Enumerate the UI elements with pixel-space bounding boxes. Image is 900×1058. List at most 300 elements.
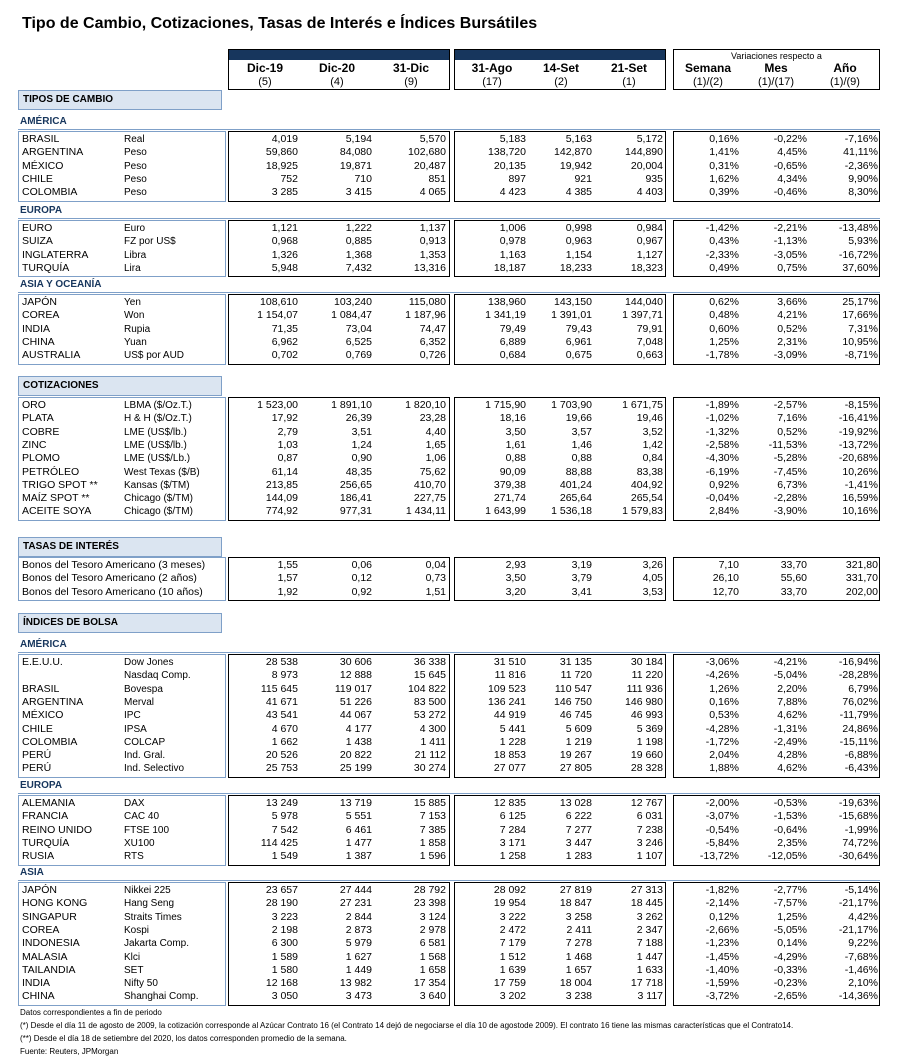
cell-value: 111 936 — [626, 682, 663, 695]
cell-value: 2 347 — [636, 923, 663, 936]
row-label: INGLATERRA — [22, 248, 89, 261]
cell-value: 2 198 — [271, 923, 298, 936]
cell-value: 3 171 — [499, 836, 526, 849]
row-label: COLOMBIA — [22, 186, 78, 199]
table-row — [0, 426, 900, 439]
cell-value: -19,63% — [838, 797, 878, 809]
subsection-rule — [18, 793, 880, 794]
cell-value: -0,22% — [773, 133, 807, 145]
cell-value: 0,92% — [709, 478, 739, 491]
cell-value: 213,85 — [265, 478, 298, 491]
cell-value: 19 660 — [630, 749, 663, 762]
cell-value: 88,88 — [565, 465, 592, 478]
row-unit: Peso — [124, 160, 147, 172]
subsection-rule — [18, 218, 880, 219]
cell-value: 7 153 — [419, 810, 446, 823]
cell-value: 227,75 — [413, 492, 446, 505]
cell-value: 13 982 — [339, 977, 372, 990]
cell-value: 90,09 — [499, 465, 526, 478]
col-31ago: 31-Ago (17) — [471, 61, 513, 88]
cell-value: 15 645 — [413, 669, 446, 682]
cell-value: 404,92 — [630, 478, 663, 491]
cell-value: 23 398 — [413, 897, 446, 910]
cell-value: 7 542 — [271, 823, 298, 836]
cell-value: 1 671,75 — [622, 399, 663, 411]
table-row — [0, 235, 900, 248]
cell-value: 0,52% — [777, 322, 807, 335]
cell-value: 8 973 — [271, 669, 298, 682]
table-row — [0, 897, 900, 910]
cell-value: 1 643,99 — [485, 505, 526, 518]
row-label: ALEMANIA — [22, 797, 76, 809]
cell-value: 8,30% — [848, 186, 878, 199]
cell-value: 1,88% — [709, 762, 739, 775]
cell-value: 6,525 — [345, 335, 372, 348]
row-unit: Peso — [124, 187, 147, 199]
cell-value: 5,163 — [565, 133, 592, 145]
row-label: JAPÓN — [22, 884, 58, 896]
cell-value: 4,40 — [425, 425, 446, 438]
row-unit: LME (US$/lb.) — [124, 439, 187, 451]
cell-value: 3,53 — [642, 585, 663, 598]
cell-value: -1,32% — [705, 425, 739, 438]
cell-value: 17,66% — [842, 309, 878, 322]
cell-value: 24,86% — [842, 722, 878, 735]
cell-value: 136 241 — [488, 695, 526, 708]
cell-value: 9,22% — [848, 937, 878, 950]
cell-value: 25 753 — [265, 762, 298, 775]
cell-value: 75,62 — [419, 465, 446, 478]
cell-value: 1,121 — [271, 222, 298, 234]
cell-value: 4 423 — [499, 186, 526, 199]
footnote-periodo: Datos correspondientes a fin de periodo — [20, 1008, 162, 1017]
cell-value: 1 658 — [419, 963, 446, 976]
cell-value: 19 267 — [559, 749, 592, 762]
cell-value: 7 179 — [499, 937, 526, 950]
cell-value: 0,06 — [351, 559, 372, 571]
row-label: COREA — [22, 309, 60, 322]
table-row — [0, 146, 900, 159]
subsection-europa-bolsa: EUROPA — [20, 780, 63, 791]
cell-value: -0,33% — [773, 963, 807, 976]
cell-value: -1,42% — [705, 222, 739, 234]
cell-value: 3,79 — [571, 572, 592, 585]
cell-value: 256,65 — [339, 478, 372, 491]
cell-value: 5,172 — [636, 133, 663, 145]
cell-value: -7,57% — [773, 897, 807, 910]
cell-value: 18 445 — [630, 897, 663, 910]
cell-value: 202,00 — [845, 585, 878, 598]
cell-value: 3,50 — [505, 572, 526, 585]
cell-value: -2,00% — [705, 797, 739, 809]
cell-value: 11 220 — [631, 669, 663, 682]
cell-value: 12,70 — [712, 585, 739, 598]
cell-value: 1,46 — [571, 438, 592, 451]
table-row — [0, 262, 900, 275]
row-label: COLOMBIA — [22, 735, 78, 748]
cell-value: 1 283 — [565, 850, 592, 863]
row-label: PERÚ — [22, 762, 52, 775]
row-unit: IPSA — [124, 723, 147, 735]
cell-value: -5,05% — [773, 923, 807, 936]
row-label: CHILE — [22, 722, 53, 735]
table-row — [0, 683, 900, 696]
cell-value: 7 278 — [565, 937, 592, 950]
table-row — [0, 837, 900, 850]
cell-value: 0,968 — [271, 235, 298, 248]
cell-value: -1,23% — [705, 937, 739, 950]
row-unit: Lira — [124, 262, 141, 274]
cell-value: 28 190 — [265, 897, 298, 910]
cell-value: 2 873 — [345, 923, 372, 936]
cell-value: 1 154,07 — [257, 309, 298, 322]
table-row — [0, 399, 900, 412]
cell-value: 28 792 — [413, 884, 446, 896]
cell-value: 79,43 — [565, 322, 592, 335]
cell-value: 5,93% — [848, 235, 878, 248]
cell-value: -3,90% — [773, 505, 807, 518]
cell-value: 26,39 — [345, 412, 372, 425]
cell-value: 44 067 — [339, 709, 372, 722]
cell-value: -1,89% — [705, 399, 739, 411]
cell-value: -5,14% — [844, 884, 878, 896]
row-unit: Euro — [124, 223, 146, 234]
table-row — [0, 749, 900, 762]
cell-value: 1,137 — [419, 222, 446, 234]
cell-value: 1,25% — [709, 335, 739, 348]
cell-value: 4 403 — [636, 186, 663, 199]
row-unit: US$ por AUD — [124, 350, 185, 362]
cell-value: 79,49 — [499, 322, 526, 335]
cell-value: -13,72% — [699, 850, 739, 863]
cell-value: 4 670 — [271, 722, 298, 735]
table-row — [0, 349, 900, 362]
cell-value: 3 262 — [636, 910, 663, 923]
row-unit: FZ por US$ — [124, 236, 176, 248]
cell-value: -2,21% — [773, 222, 807, 234]
cell-value: 3 258 — [565, 910, 592, 923]
cell-value: 379,38 — [493, 478, 526, 491]
cell-value: 19,66 — [565, 412, 592, 425]
cell-value: 0,675 — [565, 349, 592, 362]
cell-value: 1 258 — [499, 850, 526, 863]
cell-value: 5 369 — [636, 722, 663, 735]
section-tasas-de-interes: TASAS DE INTERÉS — [18, 537, 222, 557]
cell-value: -3,07% — [705, 810, 739, 823]
row-unit: Ind. Gral. — [124, 750, 166, 762]
cell-value: 0,53% — [709, 709, 739, 722]
cell-value: 12 888 — [339, 669, 372, 682]
cell-value: -2,65% — [773, 990, 807, 1003]
cell-value: 27 231 — [339, 897, 372, 910]
cell-value: 851 — [428, 172, 446, 185]
cell-value: 410,70 — [413, 478, 446, 491]
cell-value: 3,20 — [505, 585, 526, 598]
table-row — [0, 824, 900, 837]
cell-value: 0,39% — [709, 186, 739, 199]
cell-value: 5,194 — [345, 133, 372, 145]
cell-value: 2,10% — [848, 977, 878, 990]
cell-value: 0,769 — [345, 349, 372, 362]
cell-value: -1,59% — [705, 977, 739, 990]
cell-value: 9,90% — [848, 172, 878, 185]
cell-value: 109 523 — [488, 682, 526, 695]
cell-value: 3 124 — [419, 910, 446, 923]
cell-value: 7,432 — [345, 261, 372, 274]
row-label: TAILANDIA — [22, 963, 76, 976]
subsection-asia-oceania: ASIA Y OCEANÍA — [20, 279, 102, 290]
cell-value: 53 272 — [413, 709, 446, 722]
cell-value: 0,73 — [425, 572, 446, 585]
cell-value: 12 168 — [265, 977, 298, 990]
header-bar-2 — [455, 50, 665, 60]
cell-value: 7 385 — [419, 823, 446, 836]
cell-value: 1 657 — [565, 963, 592, 976]
cell-value: 6 581 — [419, 937, 446, 950]
row-label: ZINC — [22, 438, 47, 451]
cell-value: 1 639 — [499, 963, 526, 976]
cell-value: 0,663 — [636, 349, 663, 362]
row-label: COREA — [22, 923, 60, 936]
cell-value: -1,72% — [705, 735, 739, 748]
table-row — [0, 656, 900, 669]
cell-value: 25,17% — [842, 296, 878, 308]
section-tipos-de-cambio: TIPOS DE CAMBIO — [18, 90, 222, 110]
cell-value: 4,05 — [642, 572, 663, 585]
cell-value: -6,19% — [705, 465, 739, 478]
cell-value: 146 980 — [625, 695, 663, 708]
cell-value: 12 767 — [630, 797, 663, 809]
cell-value: -13,72% — [838, 438, 878, 451]
table-row — [0, 492, 900, 505]
table-row — [0, 309, 900, 322]
cell-value: 59,860 — [265, 146, 298, 159]
row-label: E.E.U.U. — [22, 656, 63, 668]
row-unit: Nasdaq Comp. — [124, 670, 191, 682]
cell-value: 977,31 — [339, 505, 372, 518]
cell-value: 0,04 — [425, 559, 446, 571]
subsection-rule — [18, 129, 880, 130]
cell-value: -2,14% — [705, 897, 739, 910]
row-unit: Kospi — [124, 924, 150, 936]
cell-value: 103,240 — [334, 296, 372, 308]
cell-value: 13,316 — [413, 261, 446, 274]
cell-value: 1,154 — [565, 248, 592, 261]
section-cotizaciones: COTIZACIONES — [18, 376, 222, 396]
table-row — [0, 736, 900, 749]
cell-value: 73,04 — [345, 322, 372, 335]
cell-value: 186,41 — [339, 492, 372, 505]
cell-value: 3,57 — [571, 425, 592, 438]
cell-value: 142,870 — [554, 146, 592, 159]
cell-value: 28 328 — [630, 762, 663, 775]
row-unit: Won — [124, 310, 145, 322]
row-label: Bonos del Tesoro Americano (3 meses) — [22, 559, 206, 571]
cell-value: 4,34% — [777, 172, 807, 185]
row-unit: Chicago ($/TM) — [124, 506, 193, 518]
row-unit: Peso — [124, 173, 147, 185]
cell-value: 27 313 — [630, 884, 663, 896]
cell-value: -0,65% — [773, 159, 807, 172]
cell-value: -12,05% — [767, 850, 807, 863]
cell-value: -2,58% — [705, 438, 739, 451]
cell-value: 0,88 — [505, 452, 526, 465]
cell-value: 16,59% — [842, 492, 878, 505]
cell-value: 1,62% — [709, 172, 739, 185]
cell-value: 2,31% — [777, 335, 807, 348]
cell-value: 0,885 — [345, 235, 372, 248]
cell-value: 46 993 — [630, 709, 663, 722]
table-row — [0, 924, 900, 937]
cell-value: 6 222 — [565, 810, 592, 823]
cell-value: 51 226 — [339, 695, 372, 708]
cell-value: 1 411 — [420, 735, 446, 748]
cell-value: 7,16% — [777, 412, 807, 425]
cell-value: 1,61 — [505, 438, 526, 451]
cell-value: 114 425 — [260, 836, 298, 849]
cell-value: 138,720 — [488, 146, 526, 159]
cell-value: 4 385 — [565, 186, 592, 199]
cell-value: 5 979 — [345, 937, 372, 950]
cell-value: 115 645 — [260, 682, 298, 695]
cell-value: -1,78% — [705, 349, 739, 362]
cell-value: 0,12% — [709, 910, 739, 923]
cell-value: 3 223 — [271, 910, 298, 923]
cell-value: 104 822 — [408, 682, 446, 695]
cell-value: 43 541 — [265, 709, 298, 722]
row-unit: Klci — [124, 951, 141, 963]
cell-value: 0,14% — [777, 937, 807, 950]
cell-value: 48,35 — [345, 465, 372, 478]
cell-value: 1,127 — [636, 248, 663, 261]
cell-value: -3,09% — [773, 349, 807, 362]
row-unit: Dow Jones — [124, 657, 174, 668]
cell-value: 18 847 — [559, 897, 592, 910]
cell-value: 31 135 — [559, 656, 592, 668]
cell-value: 1 198 — [636, 735, 663, 748]
table-row — [0, 559, 900, 572]
cell-value: 3,52 — [642, 425, 663, 438]
subsection-europa: EUROPA — [20, 205, 63, 216]
row-label: TRIGO SPOT ** — [22, 478, 98, 491]
cell-value: 102,680 — [408, 146, 446, 159]
cell-value: -1,46% — [844, 963, 878, 976]
cell-value: -28,28% — [838, 669, 878, 682]
cell-value: 3,41 — [571, 585, 592, 598]
cell-value: 3,66% — [777, 296, 807, 308]
col-dic20: Dic-20 (4) — [318, 61, 356, 88]
cell-value: 401,24 — [559, 478, 592, 491]
cell-value: 74,72% — [842, 836, 878, 849]
cell-value: -21,17% — [838, 897, 878, 910]
cell-value: 1 891,10 — [331, 399, 372, 411]
row-label: HONG KONG — [22, 897, 88, 910]
cell-value: 1 397,71 — [622, 309, 663, 322]
cell-value: -0,46% — [773, 186, 807, 199]
cell-value: 144,040 — [625, 296, 663, 308]
cell-value: -2,33% — [705, 248, 739, 261]
cell-value: 79,91 — [636, 322, 663, 335]
cell-value: 12 835 — [493, 797, 526, 809]
cell-value: 5 609 — [565, 722, 592, 735]
cell-value: 3 222 — [499, 910, 526, 923]
table-row — [0, 669, 900, 682]
cell-value: -16,72% — [838, 248, 878, 261]
row-label: MÉXICO — [22, 709, 64, 722]
cell-value: 27 805 — [559, 762, 592, 775]
cell-value: 115,080 — [408, 296, 446, 308]
row-label: CHILE — [22, 172, 53, 185]
cell-value: 2 844 — [345, 910, 372, 923]
cell-value: 0,913 — [419, 235, 446, 248]
cell-value: 1 387 — [345, 850, 372, 863]
cell-value: 1 219 — [565, 735, 592, 748]
row-unit: COLCAP — [124, 736, 166, 748]
row-label: PLATA — [22, 412, 54, 425]
cell-value: 3 415 — [345, 186, 372, 199]
cell-value: 13 719 — [339, 797, 372, 809]
cell-value: 1,65 — [425, 438, 446, 451]
cell-value: 4 065 — [419, 186, 446, 199]
cell-value: 4,62% — [777, 709, 807, 722]
cell-value: 1 107 — [636, 850, 663, 863]
cell-value: -6,43% — [844, 762, 878, 775]
cell-value: -7,68% — [844, 950, 878, 963]
cell-value: 3 447 — [565, 836, 592, 849]
table-row — [0, 452, 900, 465]
row-unit: IPC — [124, 710, 141, 722]
cell-value: 7,048 — [636, 335, 663, 348]
cell-value: 3,51 — [351, 425, 372, 438]
cell-value: 41,11% — [843, 146, 878, 159]
row-unit: DAX — [124, 798, 145, 809]
cell-value: 44 919 — [493, 709, 526, 722]
row-unit: Yen — [124, 297, 141, 308]
cell-value: 83,38 — [636, 465, 663, 478]
cell-value: 28 092 — [493, 884, 526, 896]
cell-value: 6,73% — [777, 478, 807, 491]
cell-value: 27 444 — [339, 884, 372, 896]
cell-value: 6 125 — [499, 810, 526, 823]
cell-value: 119 017 — [334, 682, 372, 695]
cell-value: 1 523,00 — [257, 399, 298, 411]
cell-value: -11,79% — [839, 709, 878, 722]
cell-value: -4,28% — [705, 722, 739, 735]
cell-value: -7,45% — [773, 465, 807, 478]
cell-value: 18,323 — [630, 261, 663, 274]
col-31dic: 31-Dic (9) — [392, 61, 430, 88]
cell-value: 2,84% — [709, 505, 739, 518]
row-unit: Straits Times — [124, 911, 182, 923]
cell-value: 0,998 — [565, 222, 592, 234]
cell-value: 1 633 — [636, 963, 663, 976]
col-21set: 21-Set (1) — [610, 61, 648, 88]
cell-value: 0,48% — [709, 309, 739, 322]
cell-value: -14,36% — [838, 990, 878, 1003]
cell-value: 36 338 — [413, 656, 446, 668]
row-unit: RTS — [124, 851, 144, 863]
cell-value: 1,353 — [419, 248, 446, 261]
row-label: CHINA — [22, 335, 55, 348]
cell-value: 1,55 — [277, 559, 298, 571]
cell-value: -1,31% — [773, 722, 807, 735]
table-row — [0, 466, 900, 479]
cell-value: 61,14 — [271, 465, 298, 478]
cell-value: -5,84% — [705, 836, 739, 849]
cell-value: 0,16% — [709, 133, 739, 145]
table-row — [0, 586, 900, 599]
table-row — [0, 810, 900, 823]
